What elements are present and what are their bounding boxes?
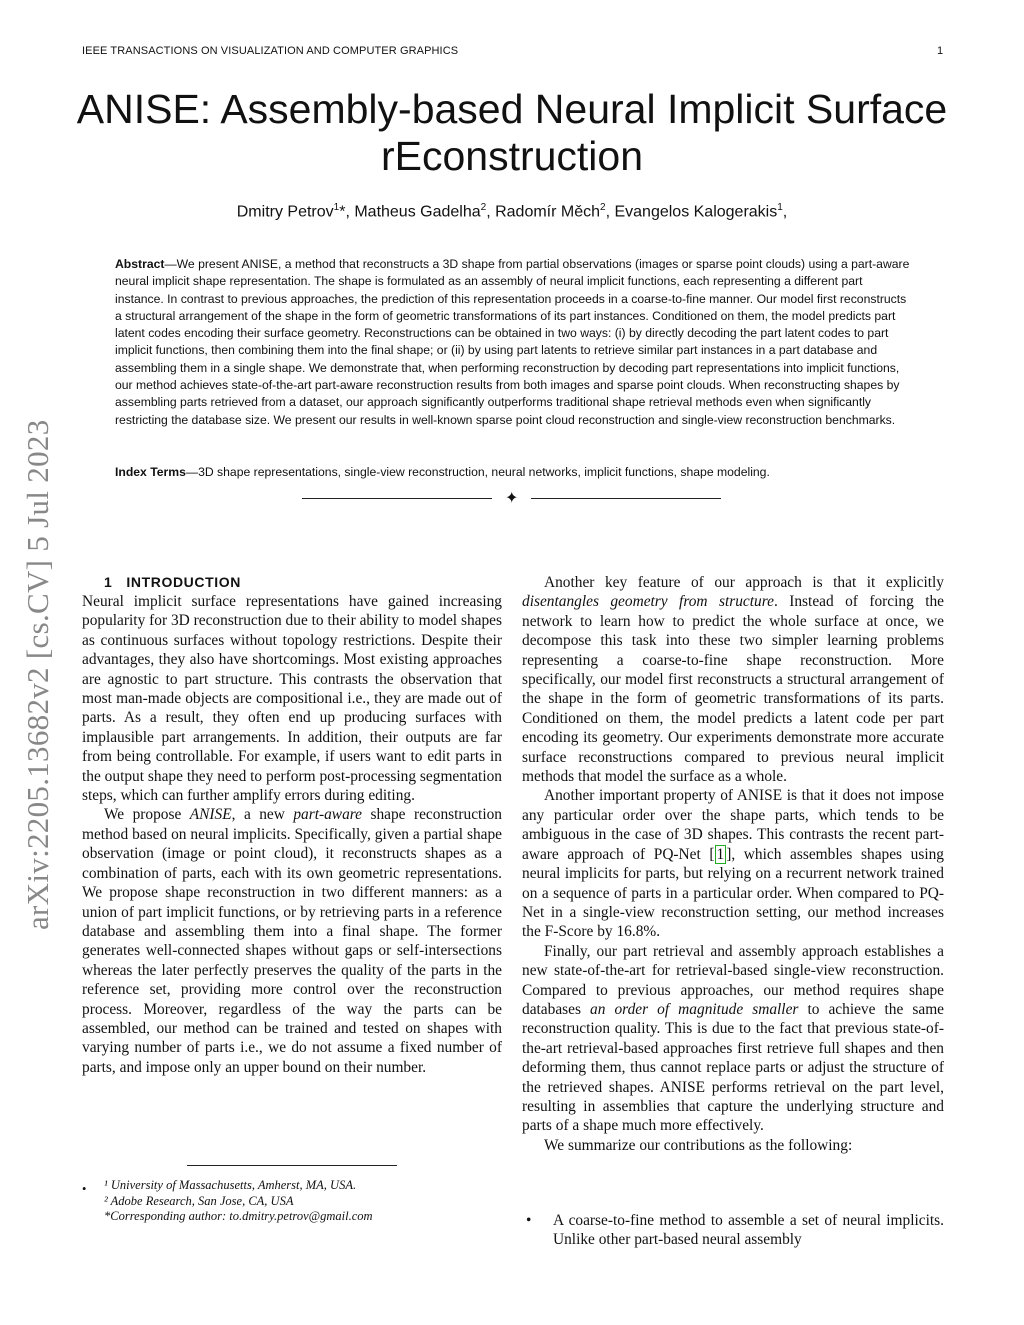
left-column xyxy=(82,573,502,1077)
footnote: ¹ University of Massachusetts, Amherst, MA, USA. xyxy=(104,1178,357,1192)
text-run: 1 xyxy=(333,202,340,213)
footnote: *Corresponding author: to.dmitry.petrov@gmail.com xyxy=(104,1209,373,1223)
text-run: 2 xyxy=(480,202,487,213)
paragraph xyxy=(522,1136,944,1155)
paragraph xyxy=(522,786,944,941)
right-column xyxy=(522,573,944,1155)
text-run: shape reconstruction method based on neural implicits. Specifically, given a partial shape observation (image or point cloud), it reconstructs shapes as a combination of parts, each with its own geometric representations. We propose shape reconstruction in two different manners: as a union of part implicit functions, or by retrieving parts in a reference database and assembling them into a final shape. The former generates well-connected shapes without gaps or self-intersections whereas the later perfectly preserves the quality of the parts in the reference set, providing more control over the reconstruction process. Moreover, regardless of the way the parts can be assembled, our method can be trained and tested on shapes with varying number of parts i.e., we do not assume a fixed number of parts, and impose only an upper bound on their number. xyxy=(82,806,502,1076)
page-number: 1 xyxy=(937,45,944,57)
footnotes xyxy=(82,1178,373,1225)
text-run: part-aware xyxy=(293,806,363,824)
arxiv-identifier: arXiv:2205.13682v2 [cs.CV] 5 Jul 2023 xyxy=(20,419,55,930)
text-run: *, Matheus Gadelha xyxy=(339,203,481,221)
bullet-icon: • xyxy=(526,1212,532,1229)
text-run: , xyxy=(782,203,788,221)
text-run: —3D shape representations, single-view reconstruction, neural networks, implicit functions, shape modeling. xyxy=(185,465,770,479)
text-run: ANISE xyxy=(189,806,232,824)
text-run: an order of magnitude smaller xyxy=(590,1000,799,1018)
divider-diamond-icon: ✦ xyxy=(505,488,519,507)
text-run: 1 xyxy=(777,202,783,213)
text-run: Another key feature of our approach is that it explicitly xyxy=(544,574,944,591)
text-run: , Radomír Měch xyxy=(486,203,601,221)
contribution-bullet: • A coarse-to-fine method to assemble a set of neural implicits. Unlike other part-based neural assembly xyxy=(526,1212,944,1249)
text-run: We summarize our contributions as the following: xyxy=(544,1136,853,1154)
text-run: , a new xyxy=(231,806,294,824)
text-run: Abstract xyxy=(115,257,165,271)
text-run: —We present ANISE, a method that reconstructs a 3D shape from partial observations (images or sparse point clouds) using a part-aware neural implicit shape representation. The shape is formulated as an assembly of neural implicit functions, each representing a different part instance. In contrast to previous approaches, the prediction of this representation proceeds in a coarse-to-fine manner. Our model first reconstructs a structural arrangement of the shape in the form of geometric transformations of its part instances. Conditioned on them, the model predicts part latent codes encoding their surface geometry. Reconstructions can be obtained in two ways: (i) by directly decoding the part latent codes to part implicit functions, then combining them into the final shape; or (ii) by using part latents to retrieve similar part instances in a part database and assembling them in a single shape. We demonstrate that, when performing reconstruction by decoding part representations into implicit functions, our method achieves state-of-the-art part-aware reconstruction results from both images and sparse point clouds. When reconstructing shapes by assembling parts retrieved from a dataset, our approach significantly outperforms traditional shape retrieval methods even when significantly restricting the database size. We present our results in well-known sparse point cloud reconstruction and single-view reconstruction benchmarks. xyxy=(115,257,910,427)
footnote-rule xyxy=(187,1165,397,1166)
running-header: IEEE TRANSACTIONS ON VISUALIZATION AND COMPUTER GRAPHICS xyxy=(82,45,459,57)
text-run: Finally, our part retrieval and assembly approach establishes a new state-of-the-art for retrieval-based single-view reconstruction. Compared to previous approaches, our method requires shape databases xyxy=(522,942,944,1018)
text-run: , Evangelos Kalogerakis xyxy=(605,203,778,221)
paragraph xyxy=(82,592,502,805)
text-run: . Instead of forcing the network to learn how to predict the whole surface at once, we decompose this task into these two simpler learning problems representing a coarse-to-fine shape reconstruction. More specifically, our model first reconstructs a structural arrangement of the shape in the form of geometric transformations of its parts. Conditioned on them, the model predicts a latent code per part encoding its geometry. Our experiments demonstrate more accurate surface reconstructions compared to previous neural implicit methods that model the surface as a whole. xyxy=(522,593,944,786)
paragraph xyxy=(82,805,502,1077)
footnote: ² Adobe Research, San Jose, CA, USA xyxy=(104,1193,294,1208)
index-terms xyxy=(115,464,911,481)
text-run: Another important property of ANISE is that it does not impose any particular order over the shape parts, which tends to be ambiguous in the case of 3D shapes. This contrasts the recent part-aware approach of PQ-Net [ xyxy=(522,787,944,863)
divider-left xyxy=(302,498,492,499)
text-run: disentangles geometry from structure xyxy=(522,593,774,611)
paper-title: ANISE: Assembly-based Neural Implicit Surface rEconstruction xyxy=(76,86,948,179)
text-run: We propose xyxy=(104,806,190,824)
text-run: 2 xyxy=(600,202,606,213)
paragraph xyxy=(522,942,944,1136)
divider-right xyxy=(531,498,721,499)
text-run: Dmitry Petrov xyxy=(236,203,334,221)
author-list xyxy=(40,202,984,221)
bullet-icon: • xyxy=(82,1182,87,1196)
section-heading: 1 INTRODUCTION xyxy=(104,574,241,590)
paragraph xyxy=(522,573,944,786)
text-run: Neural implicit surface representations have gained increasing popularity for 3D reconstruction due to their ability to model shapes as continuous surfaces without topology restrictions. Despite their advantages, they also have shortcomings. Most existing approaches are agnostic to part structure. This contrasts the observation that most man-made objects are compositional i.e., they are made out of parts. As a result, they often end up producing surfaces with implausible part arrangements. In addition, their outputs are far from being controllable. For example, if users want to edit parts in the output shape they need to perform post-processing segmentation steps, which can further amplify errors during editing. xyxy=(82,593,502,805)
text-run: ], which assembles shapes using neural implicits for parts, but relying on a recurrent network trained on a sequence of parts in a particular order. When compared to PQ-Net in a single-view reconstruction setting, our method increases the F-Score by 16.8%. xyxy=(522,845,944,941)
abstract xyxy=(115,256,911,429)
text-run: Index Terms xyxy=(115,465,186,479)
citation-link[interactable]: 1 xyxy=(716,845,725,863)
text-run: to achieve the same reconstruction quality. This is due to the fact that previous state-of-the-art retrieval-based approaches first retrieve full shapes and then deforming them, thus cannot replace parts or adjust the structure of the retrieved shapes. ANISE performs retrieval on the part level, resulting in assemblies that capture the underlying structure and parts of a shape much more effectively. xyxy=(522,1000,944,1135)
